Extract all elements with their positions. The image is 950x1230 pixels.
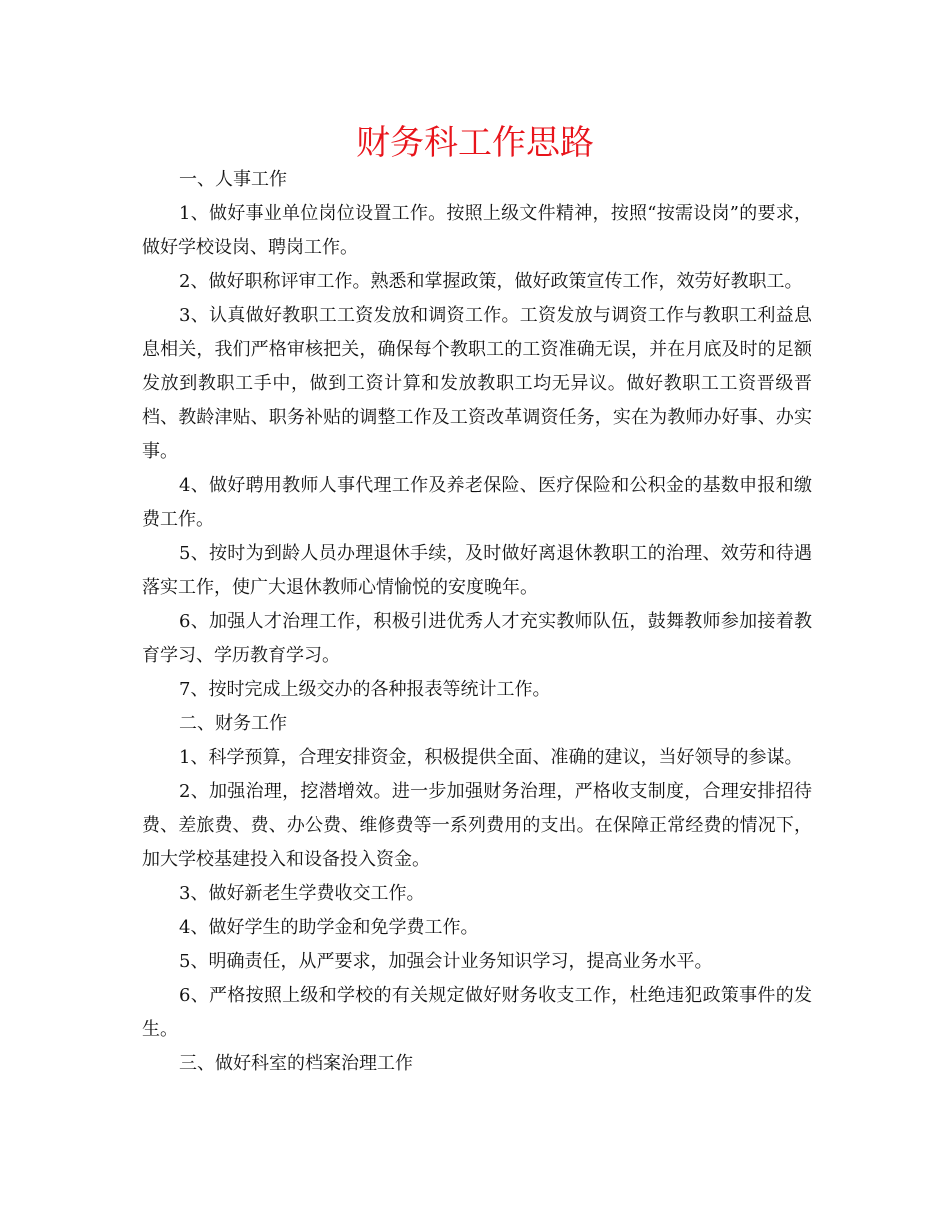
paragraph-item: 6、严格按照上级和学校的有关规定做好财务收支工作，杜绝违犯政策事件的发生。 <box>142 985 812 1040</box>
paragraph-item: 4、做好学生的助学金和免学费工作。 <box>179 917 479 938</box>
paragraph-item: 2、做好职称评审工作。熟悉和掌握政策，做好政策宣传工作，效劳好教职工。 <box>179 271 803 292</box>
paragraph-item: 1、科学预算，合理安排资金，积极提供全面、准确的建议，当好领导的参谋。 <box>179 747 803 768</box>
section-heading-personnel: 一、人事工作 <box>179 169 287 190</box>
paragraph-item: 4、做好聘用教师人事代理工作及养老保险、医疗保险和公积金的基数申报和缴费工作。 <box>142 475 812 530</box>
paragraph-item: 5、明确责任，从严要求，加强会计业务知识学习，提高业务水平。 <box>179 951 713 972</box>
paragraph-item: 2、加强治理，挖潜增效。进一步加强财务治理，严格收支制度，合理安排招待费、差旅费、费、办公费、维修费等一系列费用的支出。在保障正常经费的情况下，加大学校基建投入和设备投入资金。 <box>142 781 812 870</box>
paragraph-item: 7、按时完成上级交办的各种报表等统计工作。 <box>179 679 551 700</box>
paragraph-item: 3、认真做好教职工工资发放和调资工作。工资发放与调资工作与教职工利益息息相关，我们严格审核把关，确保每个教职工的工资准确无误，并在月底及时的足额发放到教职工手中，做到工资计算和发放教职工均无异议。做好教职工工资晋级晋档、教龄津贴、职务补贴的调整工作及工资改革调资任务，实在为教师办好事、办实事。 <box>142 305 812 462</box>
paragraph-item: 1、做好事业单位岗位设置工作。按照上级文件精神，按照“按需设岗”的要求，做好学校设岗、聘岗工作。 <box>142 203 812 258</box>
document-body <box>142 163 812 1081</box>
paragraph-item: 5、按时为到龄人员办理退休手续，及时做好离退休教职工的治理、效劳和待遇落实工作，使广大退休教师心情愉悦的安度晚年。 <box>142 543 812 598</box>
section-heading-finance: 二、财务工作 <box>179 713 287 734</box>
paragraph-item: 6、加强人才治理工作，积极引进优秀人才充实教师队伍，鼓舞教师参加接着教育学习、学历教育学习。 <box>142 611 812 666</box>
paragraph-item: 3、做好新老生学费收交工作。 <box>179 883 425 904</box>
page-title: 财务科工作思路 <box>356 123 594 163</box>
section-heading-archives: 三、做好科室的档案治理工作 <box>179 1053 413 1074</box>
